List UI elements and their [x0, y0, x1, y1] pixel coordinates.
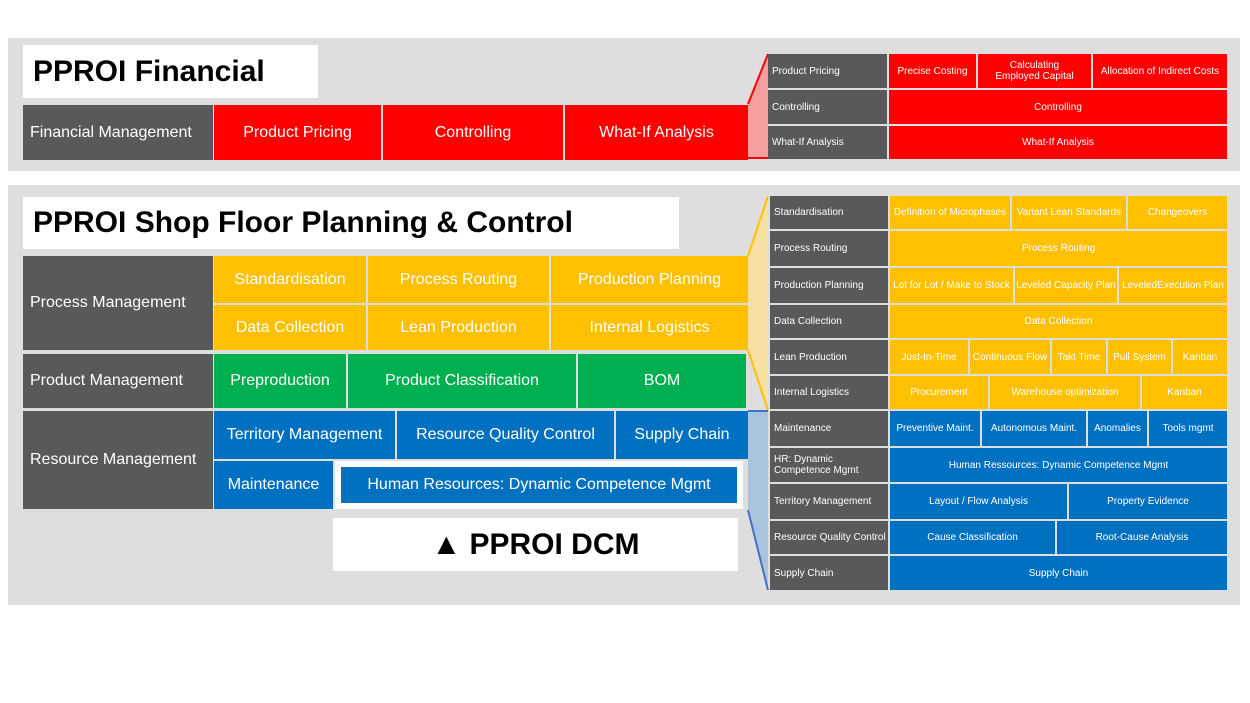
resource-item-human-resources[interactable]: Human Resources: Dynamic Competence Mgmt — [341, 467, 737, 503]
detail-label-process-routing: Process Routing — [770, 231, 888, 266]
financial-management-label: Financial Management — [23, 105, 213, 160]
detail-definition-microphases[interactable]: Definition of Microphases — [890, 196, 1010, 229]
resource-item-territory-management[interactable]: Territory Management — [214, 411, 395, 459]
detail-label-territory-management: Territory Management — [770, 484, 888, 519]
process-item-process-routing[interactable]: Process Routing — [368, 256, 549, 303]
fin-detail-calculating-employed-capital[interactable]: Calculating Employed Capital — [978, 54, 1091, 88]
detail-label-production-planning: Production Planning — [770, 268, 888, 303]
detail-autonomous-maint[interactable]: Autonomous Maint. — [982, 411, 1086, 446]
process-item-internal-logistics[interactable]: Internal Logistics — [551, 305, 748, 350]
detail-layout-flow-analysis[interactable]: Layout / Flow Analysis — [890, 484, 1067, 519]
resource-item-resource-quality-control[interactable]: Resource Quality Control — [397, 411, 614, 459]
product-item-bom[interactable]: BOM — [578, 354, 746, 408]
product-management-label: Product Management — [23, 354, 213, 408]
financial-item-product-pricing[interactable]: Product Pricing — [214, 105, 381, 160]
detail-data-collection[interactable]: Data Collection — [890, 305, 1227, 338]
fin-detail-label-controlling: Controlling — [768, 90, 887, 124]
detail-cause-classification[interactable]: Cause Classification — [890, 521, 1055, 554]
resource-item-supply-chain[interactable]: Supply Chain — [616, 411, 748, 459]
product-item-product-classification[interactable]: Product Classification — [348, 354, 576, 408]
dcm-title: ▲ PPROI DCM — [333, 518, 738, 571]
shopfloor-title: PPROI Shop Floor Planning & Control — [23, 197, 679, 249]
detail-label-standardisation: Standardisation — [770, 196, 888, 229]
detail-supply-chain[interactable]: Supply Chain — [890, 556, 1227, 590]
detail-variant-lean-standards[interactable]: Variant Lean Standards — [1012, 196, 1126, 229]
financial-title: PPROI Financial — [23, 45, 318, 98]
process-item-production-planning[interactable]: Production Planning — [551, 256, 748, 303]
financial-item-controlling[interactable]: Controlling — [383, 105, 563, 160]
detail-label-maintenance: Maintenance — [770, 411, 888, 446]
detail-just-in-time[interactable]: Just-In-Time — [890, 340, 968, 374]
resource-item-maintenance[interactable]: Maintenance — [214, 461, 333, 509]
detail-preventive-maint[interactable]: Preventive Maint. — [890, 411, 980, 446]
detail-takt-time[interactable]: Takt Time — [1052, 340, 1106, 374]
product-item-preproduction[interactable]: Preproduction — [214, 354, 346, 408]
detail-leveled-capacity-plan[interactable]: Leveled Capacity Plan — [1015, 268, 1117, 303]
detail-leveled-execution-plan[interactable]: LeveledExecution Plan — [1119, 268, 1227, 303]
fin-detail-label-what-if: What-If Analysis — [768, 126, 887, 159]
detail-kanban-logistics[interactable]: Kanban — [1142, 376, 1227, 409]
detail-kanban-lean[interactable]: Kanban — [1173, 340, 1227, 374]
blue-connector-fill — [748, 411, 768, 590]
detail-procurement[interactable]: Procurement — [890, 376, 988, 409]
financial-item-what-if-analysis[interactable]: What-If Analysis — [565, 105, 748, 160]
detail-tools-mgmt[interactable]: Tools mgmt — [1149, 411, 1227, 446]
detail-human-ressources[interactable]: Human Ressources: Dynamic Competence Mgmt — [890, 448, 1227, 482]
detail-label-lean-production: Lean Production — [770, 340, 888, 374]
detail-label-hr: HR: Dynamic Competence Mgmt — [770, 448, 888, 482]
resource-management-label: Resource Management — [23, 411, 213, 509]
detail-lot-for-lot[interactable]: Lot for Lot / Make to Stock — [890, 268, 1013, 303]
detail-label-supply-chain: Supply Chain — [770, 556, 888, 590]
detail-label-resource-quality-control: Resource Quality Control — [770, 521, 888, 554]
detail-warehouse-optimization[interactable]: Warehouse optimization — [990, 376, 1140, 409]
detail-changeovers[interactable]: Changeovers — [1128, 196, 1227, 229]
fin-detail-label-product-pricing: Product Pricing — [768, 54, 887, 88]
fin-detail-controlling[interactable]: Controlling — [889, 90, 1227, 124]
fin-detail-allocation-indirect-costs[interactable]: Allocation of Indirect Costs — [1093, 54, 1227, 88]
process-item-standardisation[interactable]: Standardisation — [214, 256, 366, 303]
fin-detail-what-if[interactable]: What-If Analysis — [889, 126, 1227, 159]
fin-detail-precise-costing[interactable]: Precise Costing — [889, 54, 976, 88]
detail-continuous-flow[interactable]: Continuous Flow — [970, 340, 1050, 374]
detail-property-evidence[interactable]: Property Evidence — [1069, 484, 1227, 519]
process-management-label: Process Management — [23, 256, 213, 350]
process-item-data-collection[interactable]: Data Collection — [214, 305, 366, 350]
detail-label-internal-logistics: Internal Logistics — [770, 376, 888, 409]
detail-pull-system[interactable]: Pull System — [1108, 340, 1171, 374]
detail-root-cause-analysis[interactable]: Root-Cause Analysis — [1057, 521, 1227, 554]
detail-process-routing[interactable]: Process Routing — [890, 231, 1227, 266]
process-item-lean-production[interactable]: Lean Production — [368, 305, 549, 350]
detail-anomalies[interactable]: Anomalies — [1088, 411, 1147, 446]
detail-label-data-collection: Data Collection — [770, 305, 888, 338]
